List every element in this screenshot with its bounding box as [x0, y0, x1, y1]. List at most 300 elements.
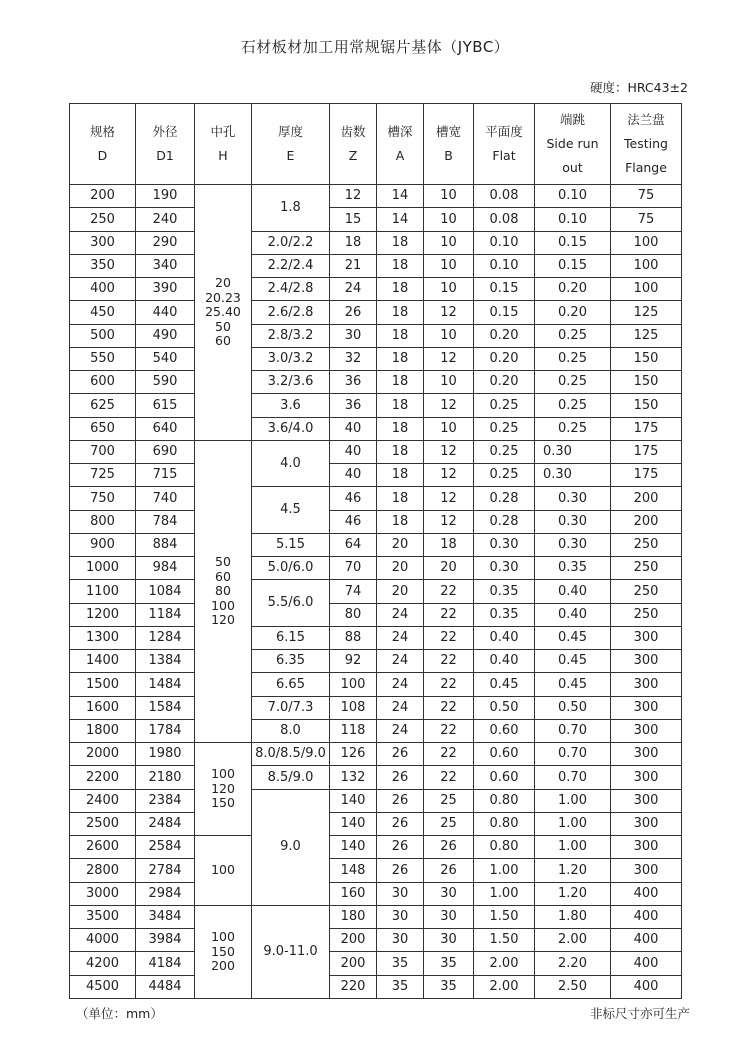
outer-diameter-cell: 3484	[136, 905, 195, 928]
center-hole-value: 60	[215, 568, 231, 584]
table-row	[70, 696, 682, 719]
table-row	[70, 464, 682, 487]
teeth-count-cell: 26	[330, 301, 377, 324]
flatness-cell: 0.45	[474, 673, 535, 696]
outer-diameter-cell: 984	[136, 557, 195, 580]
teeth-count-cell: 40	[330, 440, 377, 463]
center-hole-value: 100	[211, 766, 235, 782]
outer-diameter-cell: 690	[136, 440, 195, 463]
flatness-cell: 0.40	[474, 650, 535, 673]
table-row	[70, 859, 682, 882]
spec-d-cell: 550	[70, 347, 136, 370]
slot-width-cell: 22	[424, 743, 474, 766]
side-runout-cell: 0.10	[535, 208, 611, 231]
spec-d-cell: 1400	[70, 650, 136, 673]
column-header-line: E	[286, 148, 295, 163]
slot-width-cell: 12	[424, 464, 474, 487]
teeth-count-cell: 64	[330, 533, 377, 556]
flatness-cell: 0.80	[474, 812, 535, 835]
document-title: 石材板材加工用常规锯片基体（JYBC）	[240, 38, 510, 56]
thickness-cell: 8.5/9.0	[252, 766, 330, 789]
flatness-cell: 0.15	[474, 278, 535, 301]
spec-d-cell: 400	[70, 278, 136, 301]
center-hole-cell	[195, 905, 252, 998]
custom-size-note: 非标尺寸亦可生产	[589, 1006, 690, 1021]
column-header-line: 平面度	[485, 124, 523, 139]
spec-d-cell: 250	[70, 208, 136, 231]
side-runout-cell: 0.40	[535, 580, 611, 603]
table-row	[70, 743, 682, 766]
center-hole-cell	[195, 185, 252, 441]
slot-width-cell: 35	[424, 975, 474, 998]
center-hole-cell	[195, 743, 252, 836]
slot-width-cell: 25	[424, 812, 474, 835]
flatness-cell: 0.50	[474, 696, 535, 719]
teeth-count-cell: 140	[330, 789, 377, 812]
flatness-cell: 2.00	[474, 952, 535, 975]
testing-flange-cell: 400	[611, 952, 682, 975]
spec-d-cell: 1300	[70, 626, 136, 649]
center-hole-value: 50	[215, 318, 231, 334]
slot-width-cell: 10	[424, 254, 474, 277]
table-row	[70, 882, 682, 905]
column-header	[70, 104, 136, 185]
slot-width-cell: 22	[424, 603, 474, 626]
column-header-line: A	[395, 148, 405, 163]
table-row	[70, 603, 682, 626]
slot-depth-cell: 20	[377, 533, 424, 556]
testing-flange-cell: 300	[611, 650, 682, 673]
side-runout-cell: 0.70	[535, 743, 611, 766]
center-hole-value: 60	[215, 332, 231, 348]
center-hole-value: 120	[211, 611, 235, 627]
testing-flange-cell: 400	[611, 905, 682, 928]
side-runout-cell: 0.70	[535, 719, 611, 742]
outer-diameter-cell: 740	[136, 487, 195, 510]
thickness-cell: 3.6/4.0	[252, 417, 330, 440]
testing-flange-cell: 175	[611, 440, 682, 463]
slot-depth-cell: 18	[377, 371, 424, 394]
flatness-cell: 0.60	[474, 719, 535, 742]
testing-flange-cell: 300	[611, 719, 682, 742]
center-hole-value: 100	[211, 597, 235, 613]
slot-depth-cell: 26	[377, 836, 424, 859]
slot-width-cell: 22	[424, 580, 474, 603]
side-runout-cell: 0.70	[535, 766, 611, 789]
teeth-count-cell: 118	[330, 719, 377, 742]
side-runout-cell: 0.40	[535, 603, 611, 626]
slot-depth-cell: 24	[377, 603, 424, 626]
outer-diameter-cell: 1484	[136, 673, 195, 696]
teeth-count-cell: 32	[330, 347, 377, 370]
column-header-line: B	[444, 148, 453, 163]
table-row	[70, 580, 682, 603]
side-runout-cell: 0.20	[535, 278, 611, 301]
outer-diameter-cell: 590	[136, 371, 195, 394]
table-header-row	[70, 104, 682, 185]
table-row	[70, 254, 682, 277]
testing-flange-cell: 300	[611, 859, 682, 882]
center-hole-cell	[195, 440, 252, 742]
side-runout-cell: 0.30	[535, 510, 611, 533]
slot-width-cell: 22	[424, 696, 474, 719]
table-row	[70, 417, 682, 440]
flatness-cell: 0.80	[474, 836, 535, 859]
table-row	[70, 626, 682, 649]
flatness-cell: 0.35	[474, 603, 535, 626]
side-runout-cell: 0.25	[535, 394, 611, 417]
center-hole-value: 50	[215, 554, 231, 570]
slot-depth-cell: 18	[377, 347, 424, 370]
table-row	[70, 650, 682, 673]
side-runout-cell: 0.25	[535, 371, 611, 394]
flatness-cell: 1.50	[474, 929, 535, 952]
column-header-line: Side run	[546, 136, 599, 151]
column-header-line: H	[218, 148, 228, 163]
thickness-cell: 3.2/3.6	[252, 371, 330, 394]
center-hole-value: 150	[211, 795, 235, 811]
spec-d-cell: 1800	[70, 719, 136, 742]
column-header	[330, 104, 377, 185]
flatness-cell: 0.30	[474, 533, 535, 556]
testing-flange-cell: 200	[611, 510, 682, 533]
teeth-count-cell: 46	[330, 487, 377, 510]
testing-flange-cell: 200	[611, 487, 682, 510]
testing-flange-cell: 175	[611, 464, 682, 487]
slot-depth-cell: 18	[377, 394, 424, 417]
center-hole-value: 20.23	[205, 289, 241, 305]
thickness-cell: 2.4/2.8	[252, 278, 330, 301]
flatness-cell: 0.80	[474, 789, 535, 812]
column-header-line: Flat	[492, 148, 516, 163]
spec-d-cell: 800	[70, 510, 136, 533]
outer-diameter-cell: 1384	[136, 650, 195, 673]
teeth-count-cell: 18	[330, 231, 377, 254]
testing-flange-cell: 300	[611, 673, 682, 696]
side-runout-cell: 0.25	[535, 347, 611, 370]
slot-width-cell: 20	[424, 557, 474, 580]
outer-diameter-cell: 1980	[136, 743, 195, 766]
testing-flange-cell: 175	[611, 417, 682, 440]
side-runout-cell: 0.30	[535, 487, 611, 510]
spec-d-cell: 900	[70, 533, 136, 556]
slot-width-cell: 12	[424, 394, 474, 417]
outer-diameter-cell: 1284	[136, 626, 195, 649]
table-row	[70, 905, 682, 928]
slot-depth-cell: 30	[377, 929, 424, 952]
slot-width-cell: 10	[424, 208, 474, 231]
column-header-line: D	[97, 148, 108, 163]
center-hole-value: 150	[211, 943, 235, 959]
slot-width-cell: 12	[424, 301, 474, 324]
column-header-line: 厚度	[277, 124, 303, 139]
thickness-cell: 2.2/2.4	[252, 254, 330, 277]
thickness-cell: 7.0/7.3	[252, 696, 330, 719]
teeth-count-cell: 148	[330, 859, 377, 882]
teeth-count-cell: 36	[330, 371, 377, 394]
center-hole-value: 100	[211, 929, 235, 945]
slot-width-cell: 30	[424, 882, 474, 905]
unit-note: （单位：mm）	[76, 1006, 163, 1021]
outer-diameter-cell: 4484	[136, 975, 195, 998]
flatness-cell: 0.60	[474, 743, 535, 766]
outer-diameter-cell: 1084	[136, 580, 195, 603]
slot-width-cell: 12	[424, 510, 474, 533]
thickness-cell: 3.6	[252, 394, 330, 417]
column-header-line: out	[562, 160, 583, 175]
table-row	[70, 533, 682, 556]
slot-depth-cell: 18	[377, 487, 424, 510]
table-row	[70, 952, 682, 975]
flatness-cell: 0.60	[474, 766, 535, 789]
table-row	[70, 789, 682, 812]
flatness-cell: 0.28	[474, 510, 535, 533]
thickness-cell: 8.0/8.5/9.0	[252, 743, 330, 766]
column-header	[474, 104, 535, 185]
teeth-count-cell: 160	[330, 882, 377, 905]
column-header-line: 槽宽	[435, 124, 461, 139]
outer-diameter-cell: 884	[136, 533, 195, 556]
column-header	[252, 104, 330, 185]
slot-depth-cell: 14	[377, 208, 424, 231]
flatness-cell: 1.00	[474, 882, 535, 905]
table-row	[70, 557, 682, 580]
table-row	[70, 301, 682, 324]
flatness-cell: 0.30	[474, 557, 535, 580]
thickness-cell: 9.0	[252, 789, 330, 905]
outer-diameter-cell: 4184	[136, 952, 195, 975]
slot-depth-cell: 18	[377, 301, 424, 324]
testing-flange-cell: 100	[611, 231, 682, 254]
thickness-cell: 6.35	[252, 650, 330, 673]
teeth-count-cell: 92	[330, 650, 377, 673]
center-hole-value: 20	[215, 275, 231, 291]
outer-diameter-cell: 190	[136, 185, 195, 208]
outer-diameter-cell: 1784	[136, 719, 195, 742]
spec-d-cell: 2200	[70, 766, 136, 789]
column-header	[424, 104, 474, 185]
side-runout-cell: 0.35	[535, 557, 611, 580]
side-runout-cell: 0.25	[535, 324, 611, 347]
slot-width-cell: 22	[424, 673, 474, 696]
outer-diameter-cell: 1184	[136, 603, 195, 626]
flatness-cell: 1.50	[474, 905, 535, 928]
outer-diameter-cell: 290	[136, 231, 195, 254]
table-row	[70, 975, 682, 998]
spec-d-cell: 200	[70, 185, 136, 208]
column-header-line: 端跳	[559, 112, 585, 127]
side-runout-cell: 0.30	[535, 440, 611, 463]
slot-depth-cell: 18	[377, 464, 424, 487]
thickness-cell: 6.65	[252, 673, 330, 696]
thickness-cell: 4.0	[252, 440, 330, 487]
slot-depth-cell: 18	[377, 254, 424, 277]
flatness-cell: 1.00	[474, 859, 535, 882]
spec-d-cell: 1100	[70, 580, 136, 603]
slot-depth-cell: 24	[377, 673, 424, 696]
side-runout-cell: 1.00	[535, 789, 611, 812]
slot-width-cell: 30	[424, 929, 474, 952]
flatness-cell: 0.28	[474, 487, 535, 510]
outer-diameter-cell: 340	[136, 254, 195, 277]
center-hole-cell	[195, 836, 252, 906]
spec-d-cell: 650	[70, 417, 136, 440]
teeth-count-cell: 140	[330, 812, 377, 835]
testing-flange-cell: 100	[611, 278, 682, 301]
teeth-count-cell: 46	[330, 510, 377, 533]
spec-d-cell: 350	[70, 254, 136, 277]
flatness-cell: 2.00	[474, 975, 535, 998]
table-row	[70, 371, 682, 394]
testing-flange-cell: 150	[611, 394, 682, 417]
testing-flange-cell: 125	[611, 324, 682, 347]
spec-d-cell: 4500	[70, 975, 136, 998]
teeth-count-cell: 24	[330, 278, 377, 301]
slot-depth-cell: 20	[377, 580, 424, 603]
slot-depth-cell: 26	[377, 766, 424, 789]
side-runout-cell: 0.30	[535, 464, 611, 487]
slot-depth-cell: 30	[377, 882, 424, 905]
slot-width-cell: 10	[424, 231, 474, 254]
column-header	[195, 104, 252, 185]
spec-d-cell: 2400	[70, 789, 136, 812]
testing-flange-cell: 400	[611, 929, 682, 952]
slot-width-cell: 25	[424, 789, 474, 812]
testing-flange-cell: 250	[611, 557, 682, 580]
flatness-cell: 0.08	[474, 185, 535, 208]
side-runout-cell: 0.45	[535, 673, 611, 696]
slot-width-cell: 10	[424, 278, 474, 301]
slot-depth-cell: 35	[377, 975, 424, 998]
flatness-cell: 0.08	[474, 208, 535, 231]
column-header-line: 法兰盘	[627, 112, 665, 127]
testing-flange-cell: 250	[611, 603, 682, 626]
table-row	[70, 185, 682, 208]
slot-width-cell: 22	[424, 719, 474, 742]
teeth-count-cell: 30	[330, 324, 377, 347]
teeth-count-cell: 80	[330, 603, 377, 626]
table-row	[70, 231, 682, 254]
slot-width-cell: 12	[424, 440, 474, 463]
testing-flange-cell: 400	[611, 975, 682, 998]
testing-flange-cell: 125	[611, 301, 682, 324]
spec-d-cell: 600	[70, 371, 136, 394]
spec-d-cell: 300	[70, 231, 136, 254]
outer-diameter-cell: 3984	[136, 929, 195, 952]
slot-width-cell: 22	[424, 766, 474, 789]
thickness-cell: 2.6/2.8	[252, 301, 330, 324]
side-runout-cell: 0.20	[535, 301, 611, 324]
spec-d-cell: 625	[70, 394, 136, 417]
slot-width-cell: 10	[424, 185, 474, 208]
table-row	[70, 487, 682, 510]
teeth-count-cell: 70	[330, 557, 377, 580]
flatness-cell: 0.15	[474, 301, 535, 324]
side-runout-cell: 0.15	[535, 231, 611, 254]
center-hole-value: 25.40	[205, 304, 241, 320]
outer-diameter-cell: 640	[136, 417, 195, 440]
spec-d-cell: 2800	[70, 859, 136, 882]
spec-d-cell: 4200	[70, 952, 136, 975]
teeth-count-cell: 220	[330, 975, 377, 998]
table-row	[70, 324, 682, 347]
testing-flange-cell: 300	[611, 766, 682, 789]
teeth-count-cell: 140	[330, 836, 377, 859]
thickness-cell: 5.5/6.0	[252, 580, 330, 627]
testing-flange-cell: 300	[611, 626, 682, 649]
table-row	[70, 836, 682, 859]
slot-depth-cell: 18	[377, 510, 424, 533]
spec-d-cell: 2500	[70, 812, 136, 835]
testing-flange-cell: 300	[611, 836, 682, 859]
spec-d-cell: 450	[70, 301, 136, 324]
teeth-count-cell: 126	[330, 743, 377, 766]
outer-diameter-cell: 490	[136, 324, 195, 347]
teeth-count-cell: 40	[330, 417, 377, 440]
outer-diameter-cell: 2180	[136, 766, 195, 789]
outer-diameter-cell: 784	[136, 510, 195, 533]
slot-width-cell: 22	[424, 650, 474, 673]
side-runout-cell: 2.20	[535, 952, 611, 975]
testing-flange-cell: 150	[611, 347, 682, 370]
outer-diameter-cell: 2784	[136, 859, 195, 882]
slot-depth-cell: 24	[377, 650, 424, 673]
slot-width-cell: 10	[424, 371, 474, 394]
spec-d-cell: 500	[70, 324, 136, 347]
outer-diameter-cell: 390	[136, 278, 195, 301]
table-row	[70, 719, 682, 742]
spec-d-cell: 725	[70, 464, 136, 487]
flatness-cell: 0.25	[474, 440, 535, 463]
side-runout-cell: 0.25	[535, 417, 611, 440]
teeth-count-cell: 200	[330, 952, 377, 975]
slot-width-cell: 26	[424, 836, 474, 859]
teeth-count-cell: 15	[330, 208, 377, 231]
hardness-note: 硬度：HRC43±2	[589, 80, 688, 95]
slot-depth-cell: 24	[377, 696, 424, 719]
outer-diameter-cell: 440	[136, 301, 195, 324]
testing-flange-cell: 150	[611, 371, 682, 394]
slot-depth-cell: 18	[377, 278, 424, 301]
column-header-line: 齿数	[340, 124, 366, 139]
flatness-cell: 0.40	[474, 626, 535, 649]
thickness-cell: 5.15	[252, 533, 330, 556]
slot-depth-cell: 20	[377, 557, 424, 580]
slot-width-cell: 10	[424, 324, 474, 347]
column-header	[136, 104, 195, 185]
side-runout-cell: 1.00	[535, 836, 611, 859]
testing-flange-cell: 300	[611, 696, 682, 719]
slot-width-cell: 12	[424, 347, 474, 370]
slot-depth-cell: 18	[377, 417, 424, 440]
side-runout-cell: 1.80	[535, 905, 611, 928]
thickness-cell: 4.5	[252, 487, 330, 534]
teeth-count-cell: 88	[330, 626, 377, 649]
flatness-cell: 0.35	[474, 580, 535, 603]
slot-depth-cell: 26	[377, 743, 424, 766]
teeth-count-cell: 40	[330, 464, 377, 487]
teeth-count-cell: 180	[330, 905, 377, 928]
table-row	[70, 510, 682, 533]
outer-diameter-cell: 540	[136, 347, 195, 370]
table-row	[70, 812, 682, 835]
spec-d-cell: 3500	[70, 905, 136, 928]
thickness-cell: 5.0/6.0	[252, 557, 330, 580]
spec-d-cell: 1200	[70, 603, 136, 626]
thickness-cell: 1.8	[252, 185, 330, 232]
side-runout-cell: 1.20	[535, 859, 611, 882]
side-runout-cell: 0.50	[535, 696, 611, 719]
